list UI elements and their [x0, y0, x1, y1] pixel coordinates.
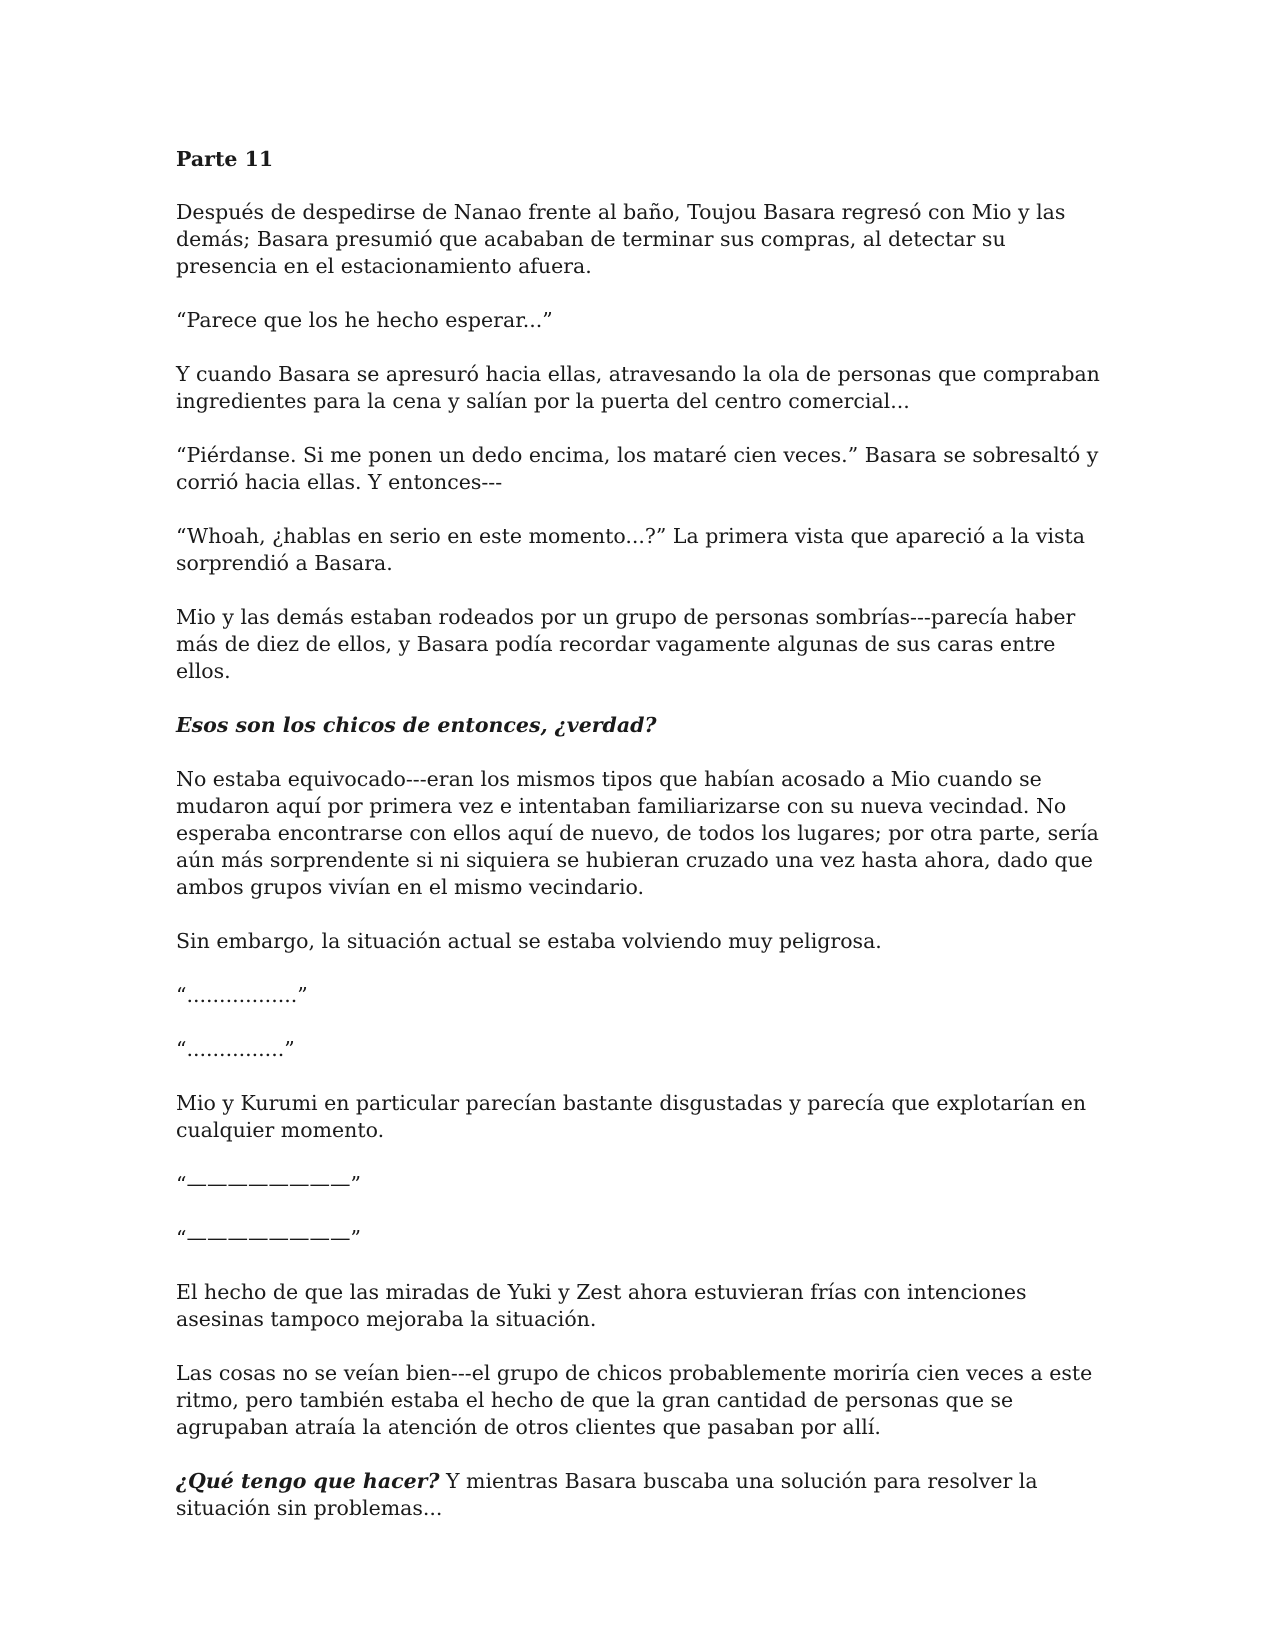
paragraph-12: Mio y Kurumi en particular parecían bastante disgustadas y parecía que explotarían en cualquier momento.: [176, 1091, 1087, 1142]
paragraph-5: “Whoah, ¿hablas en serio en este momento...?” La primera vista que apareció a la vista sorprendió a Basara.: [176, 524, 1085, 575]
dash-dialogue-2: “————————”: [176, 1226, 361, 1250]
silent-dialogue-1: “.................”: [176, 983, 308, 1007]
paragraph-8: No estaba equivocado---eran los mismos tipos que habían acosado a Mio cuando se mudaron aquí por primera vez e intentaban familiarizarse con su nueva vecindad. No esperaba encontrarse con ellos aquí de nuevo, de todos los lugares; por otra parte, sería aún más sorprendente si ni siquiera se hubieran cruzado una vez hasta ahora, dado que ambos grupos vivían en el mismo vecindario.: [176, 767, 1099, 899]
paragraph-16: Las cosas no se veían bien---el grupo de chicos probablemente moriría cien veces a este ritmo, pero también estaba el hecho de que la gran cantidad de personas que se agrupaban atraía la atención de otros clientes que pasaban por allí.: [176, 1361, 1093, 1439]
paragraph-9: Sin embargo, la situación actual se estaba volviendo muy peligrosa.: [176, 929, 882, 953]
silent-dialogue-2: “...............”: [176, 1037, 295, 1061]
paragraph-2: “Parece que los he hecho esperar...”: [176, 308, 553, 332]
italic-thought: Esos son los chicos de entonces, ¿verdad?: [176, 713, 657, 737]
chapter-title: Parte 11: [176, 147, 274, 171]
paragraph-3: Y cuando Basara se apresuró hacia ellas, atravesando la ola de personas que compraban ingredientes para la cena y salían por la puerta del centro comercial...: [176, 362, 1100, 413]
paragraph-1: Después de despedirse de Nanao frente al baño, Toujou Basara regresó con Mio y las demás; Basara presumió que acababan de terminar sus compras, al detectar su presencia en el estacionamiento afuera.: [176, 200, 1066, 278]
document-page: [176, 146, 1106, 1549]
paragraph-4: “Piérdanse. Si me ponen un dedo encima, los mataré cien veces.” Basara se sobresaltó y corrió hacia ellas. Y entonces---: [176, 443, 1099, 494]
final-italic-thought: ¿Qué tengo que hacer?: [176, 1469, 440, 1493]
paragraph-15: El hecho de que las miradas de Yuki y Zest ahora estuvieran frías con intenciones asesinas tampoco mejoraba la situación.: [176, 1280, 1027, 1331]
final-paragraph-text: Y mientras Basara buscaba una solución para resolver la situación sin problemas...: [176, 1469, 1038, 1520]
dash-dialogue-1: “————————”: [176, 1172, 361, 1196]
paragraph-6: Mio y las demás estaban rodeados por un grupo de personas sombrías---parecía haber más de diez de ellos, y Basara podía recordar vagamente algunas de sus caras entre ellos.: [176, 605, 1076, 683]
paragraph-final: [176, 1468, 1106, 1522]
